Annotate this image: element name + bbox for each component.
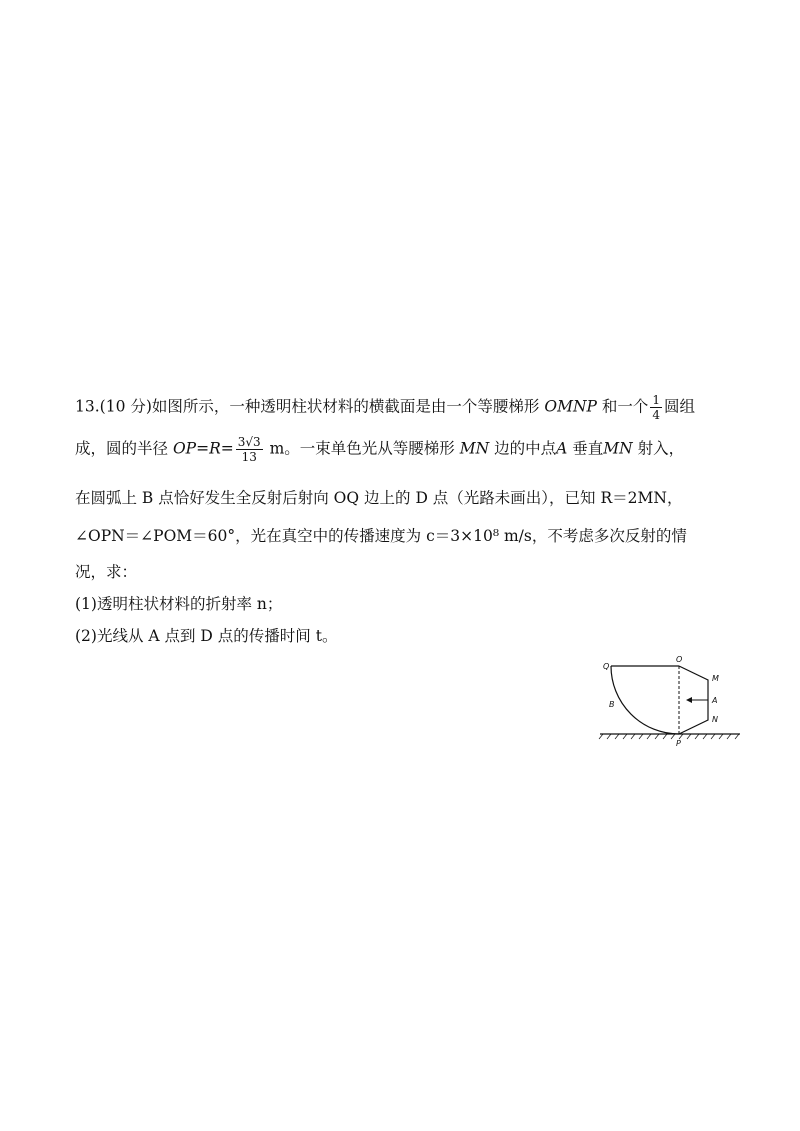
fraction-numerator: 3√3	[237, 435, 261, 449]
arrow-head	[686, 697, 692, 703]
problem-line-3: 在圆弧上 B 点恰好发生全反射后射向 OQ 边上的 D 点（光路未画出），已知 R＝2MN，	[75, 489, 683, 507]
text-segment: 成，圆的半径	[75, 439, 169, 458]
problem-number: 13.	[75, 397, 100, 416]
text-segment: 射入，	[637, 439, 685, 458]
text-segment: 垂直	[572, 439, 604, 458]
fraction-quarter	[650, 393, 662, 422]
problem-line-4: ∠OPN＝∠POM＝60°，光在真空中的传播速度为 c＝3×10⁸ m/s，不考虑多次反射的情	[75, 527, 687, 545]
problem-line-5: 况，求：	[75, 563, 138, 581]
quarter-arc	[611, 666, 679, 734]
var-mn: MN	[603, 439, 633, 458]
problem-line-1	[75, 393, 695, 422]
label-b: B	[609, 700, 615, 709]
text-segment: m。一束单色光从等腰梯形	[269, 439, 455, 458]
ground-hatching	[599, 734, 739, 739]
label-m: M	[712, 674, 719, 683]
optics-diagram	[595, 650, 745, 755]
question-2: (2)光线从 A 点到 D 点的传播时间 t。	[75, 627, 338, 645]
label-o: O	[676, 655, 683, 664]
var-op-r: OP=R=	[172, 439, 234, 458]
problem-line-2	[75, 435, 684, 464]
question-1: (1)透明柱状材料的折射率 n；	[75, 595, 283, 613]
fraction-radius	[236, 435, 263, 464]
fraction-denominator: 4	[652, 408, 661, 422]
text-segment: 圆组	[664, 397, 696, 416]
text-segment: 如图所示，一种透明柱状材料的横截面是由一个等腰梯形	[151, 397, 540, 416]
text-segment: 边的中点	[494, 439, 557, 458]
label-q: Q	[603, 662, 610, 671]
fraction-numerator: 1	[652, 393, 661, 407]
label-p: P	[676, 739, 681, 748]
label-n: N	[712, 715, 718, 724]
fraction-denominator: 13	[241, 450, 257, 464]
text-segment: 和一个	[601, 397, 649, 416]
var-a: A	[556, 439, 568, 458]
label-a: A	[712, 696, 718, 705]
var-mn: MN	[459, 439, 490, 458]
var-omnp: OMNP	[544, 397, 597, 416]
problem-points: (10 分)	[99, 397, 152, 416]
